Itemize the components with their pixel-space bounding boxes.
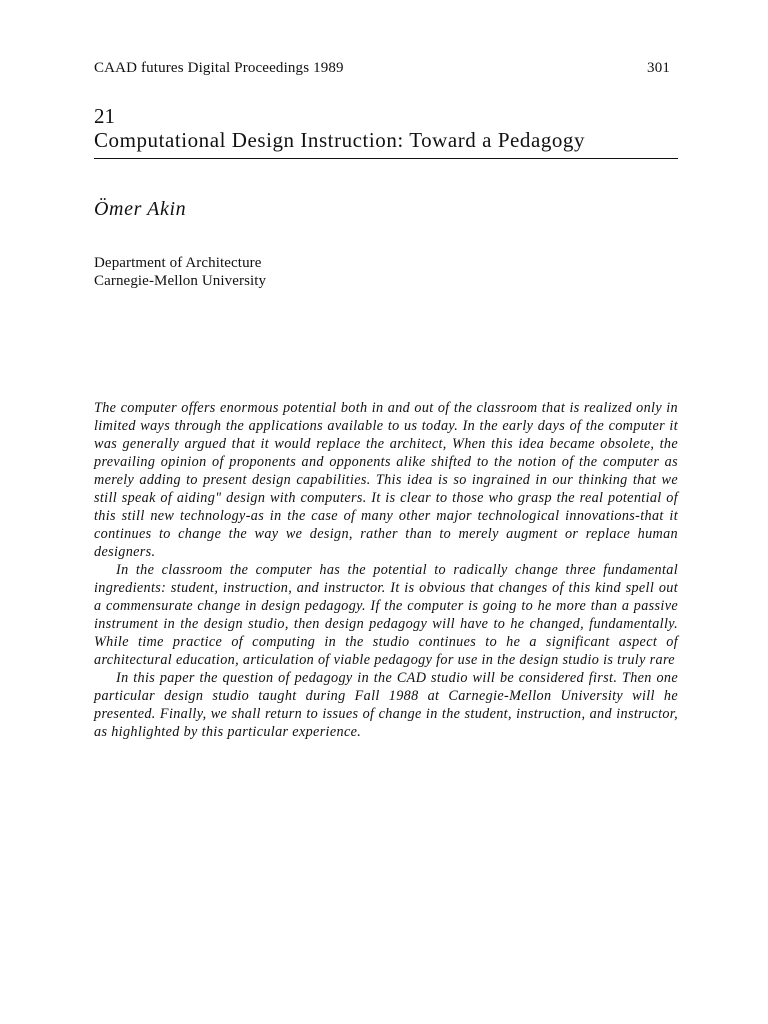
paragraph-3: In this paper the question of pedagogy in the CAD studio will be considered first. Then one particular design studio taught during Fall 1988 at Carnegie-Mellon University will he presented. Finally, we shall return to issues of change in the student, instruction, and instructor, as highlighted by this particular experience. (94, 670, 678, 740)
author-affiliation (94, 254, 266, 290)
abstract-text (94, 399, 678, 741)
running-header (94, 60, 678, 77)
department: Department of Architecture (94, 255, 262, 271)
paragraph-1: The computer offers enormous potential both in and out of the classroom that is realized only in limited ways through the applications available to us today. In the early days of the computer it was generally argued that it would replace the architect, When this idea became obsolete, the prevailing opinion of proponents and opponents alike shifted to the notion of the computer as merely adding to present design capabilities. This idea is so ingrained in our thinking that we still speak of aiding" design with computers. It is clear to those who grasp the real potential of this still new technology-as in the case of many other major technological innovations-that it continues to change the way we design, rather than to merely augment or replace human designers. (94, 400, 678, 560)
author-name: Ömer Akin (94, 198, 187, 220)
paper-title: Computational Design Instruction: Toward a Pedagogy (94, 128, 586, 152)
document-page (94, 0, 678, 1024)
page-number: 301 (647, 60, 670, 76)
university: Carnegie-Mellon University (94, 273, 267, 289)
chapter-number: 21 (94, 104, 115, 128)
proceedings-title: CAAD futures Digital Proceedings 1989 (94, 60, 344, 76)
paragraph-2: In the classroom the computer has the potential to radically change three fundamental ingredients: student, instruction, and instructor. It is obvious that changes of this kind spell out a commensurate change in design pedagogy. If the computer is going to he more than a passive instrument in the design studio, then design pedagogy will have to he changed, fundamentally. While time practice of computing in the studio continues to he a significant aspect of architectural education, articulation of viable pedagogy for use in the design studio is truly rare (94, 562, 678, 668)
title-rule (94, 158, 678, 159)
